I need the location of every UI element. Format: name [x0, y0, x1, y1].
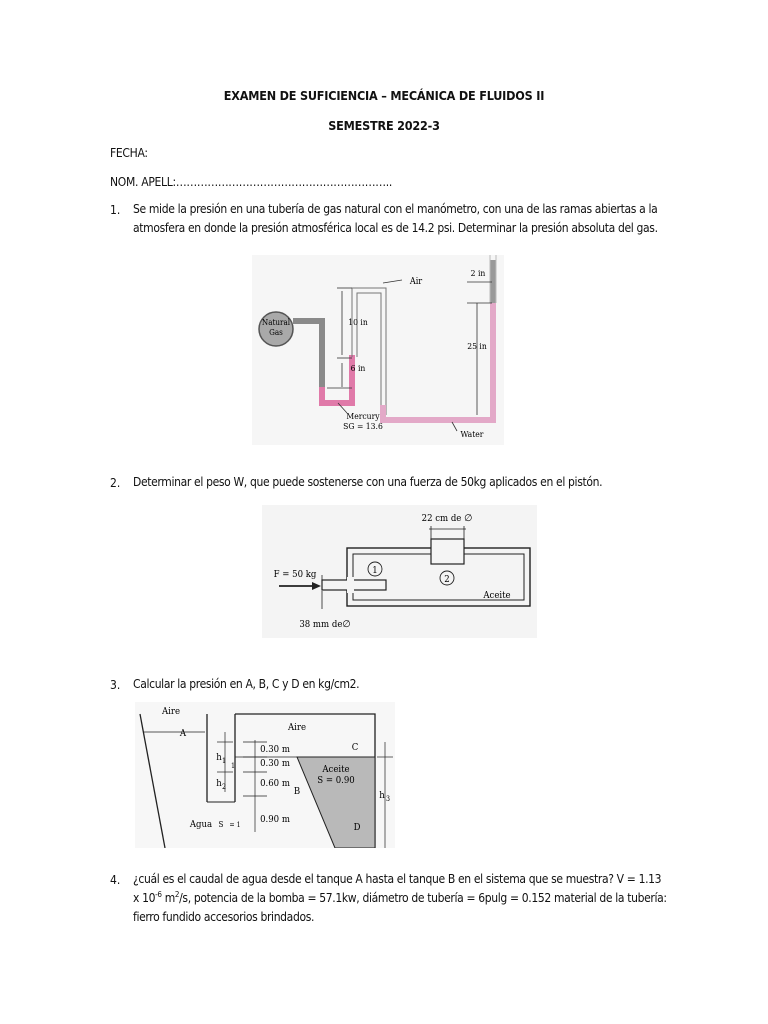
question-3-text: Calcular la presión en A, B, C y D en kg/cm2.: [133, 677, 360, 691]
force-label: F = 50 kg: [273, 569, 317, 580]
natural-gas-label-1: Natural: [261, 318, 291, 327]
hydraulic-press-figure: [262, 505, 537, 638]
oil-sg-label: S = 0.90: [317, 775, 355, 786]
oil-label-2: Aceite: [322, 764, 350, 775]
water-label-3: Agua: [189, 819, 213, 830]
h1-subscript: 1: [221, 757, 227, 765]
dim-10-in: 10 in: [348, 318, 368, 328]
h2-label: h: [216, 778, 222, 789]
water-s-value: = 1: [229, 821, 241, 829]
tanks-figure: [135, 702, 395, 848]
question-1-text: Se mide la presión en una tubería de gas natural con el manómetro, con una de las ramas abiertas a la atmosfera en donde la presión atmosférica local es de 14.2 psi. Determinar la presión absoluta del gas.: [133, 202, 658, 235]
piston-1-diameter: 38 mm de∅: [299, 619, 351, 630]
dim-2-in: 2 in: [470, 269, 486, 279]
oil-label: Aceite: [483, 590, 511, 601]
level-one-label: 1: [230, 762, 236, 770]
mercury-sg-label: SG = 13.6: [343, 422, 383, 432]
piston-1-label: 1: [372, 565, 378, 576]
dim-060: 0.60 m: [260, 778, 290, 789]
point-d-label: D: [353, 822, 361, 833]
air-label: Air: [409, 277, 423, 287]
question-4-exponent: -6: [155, 890, 162, 899]
water-label: Water: [460, 430, 484, 440]
point-a-label: A: [179, 728, 187, 739]
date-label: FECHA:: [110, 146, 148, 160]
question-4-text-b: m: [164, 891, 175, 905]
question-4-number: 4.: [110, 873, 121, 887]
exam-title: EXAMEN DE SUFICIENCIA – MECÁNICA DE FLUIDOS II: [223, 88, 545, 103]
point-b-label: B: [293, 786, 301, 797]
point-c-label: C: [351, 742, 359, 753]
air-left-label: Aire: [161, 706, 181, 717]
h2-subscript: 2: [221, 783, 227, 791]
mercury-label: Mercury: [346, 412, 380, 422]
question-4-text-a: ¿cuál es el caudal de agua desde el tanque A hasta el tanque B en el sistema que se muestra? V = 1.13 x 10: [133, 872, 662, 905]
semester-title: SEMESTRE 2022-3: [328, 118, 440, 133]
water-s-label: S: [218, 820, 224, 829]
h3-subscript: 3: [385, 795, 391, 803]
question-2-number: 2.: [110, 476, 121, 490]
question-4-text: [133, 870, 668, 927]
dim-6-in: 6 in: [350, 364, 366, 374]
question-3-number: 3.: [110, 678, 121, 692]
h1-label: h: [216, 752, 222, 763]
piston-2-diameter: 22 cm de ∅: [421, 513, 473, 524]
dim-030-b: 0.30 m: [260, 758, 290, 769]
piston-2: [431, 539, 464, 564]
dim-090: 0.90 m: [260, 814, 290, 825]
h3-label: h: [379, 790, 385, 801]
question-1-number: 1.: [110, 203, 121, 217]
name-label: NOM. APELL:……………………………………………………..: [110, 175, 393, 189]
manometer-figure: [252, 255, 504, 445]
natural-gas-label-2: Gas: [269, 328, 283, 337]
piston-2-label: 2: [444, 574, 450, 585]
air-right-label: Aire: [287, 722, 307, 733]
question-4-square: 2: [174, 890, 180, 899]
question-4-text-c: /s, potencia de la bomba = 57.1kw, diámetro de tubería = 6pulg = 0.152 material de la tubería: fierro fundido accesorios brindados.: [133, 891, 667, 924]
question-2-text: Determinar el peso W, que puede sostenerse con una fuerza de 50kg aplicados en el pistón.: [133, 475, 603, 489]
dim-030-a: 0.30 m: [260, 744, 290, 755]
dim-25-in: 25 in: [467, 342, 487, 352]
